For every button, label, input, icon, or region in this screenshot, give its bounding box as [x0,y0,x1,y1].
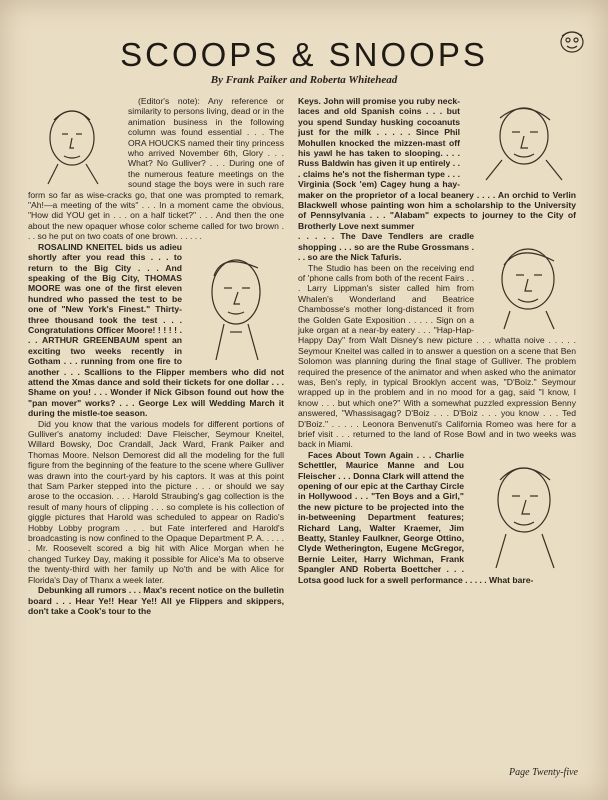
page-title: SCOOPS & SNOOPS [120,36,488,73]
page-number: Page Twenty-five [509,767,578,778]
caricature-sketch-icon [188,242,284,364]
bold-paragraph: Keys. John will promise you ruby neck-laces and old Spanish coins . . . but you spend Sunday husking cocoanuts just for the milk . . . . . Since Phil Mohullen knocked the mizzen-mast off his yawl he has taken to slooping. . . . Russ Baldwin has given it up entirely . . . claims he's not the fisherman type . . . Virginia (Sock 'em) Cagey hung a hay-maker on the proprietor of a local beanery . . . . An orchid to Verlin Blackwell whose painting won him a scholarship to the University of Pennsylvania . . . "Alabam" expects to journey to the City of Brotherly Love next summer [298,96,576,231]
right-column [298,96,576,585]
bold-paragraph: . . . . . The Dave Tendlers are cradle shopping . . . so are the Rube Grossmans . . . so are the Nick Tafuris. [298,231,474,263]
byline: By Frank Paiker and Roberta Whitehead [210,74,398,86]
left-column [28,96,284,616]
caricature-sketch-icon [470,450,576,570]
bold-paragraph: ROSALIND KNEITEL bids us adieu shortly after you read this . . . to return to the Big City . . . And speaking of the Big City, THOMAS MOORE was one of the first eleven hundred who passed the test to be one of "New York's Finest." Thirty-three thousand took the test . . . Congratulations Officer Moore! ! ! ! ! . . . ARTHUR GREENBAUM spent an exciting two weeks recently in Gotham . . . running from one fire to another . . . Scallions to the Flipper members who did not attend the Xmas dance and sold their tickets for one dollar . . . Shame on you! . . . Wonder if Nick Gibson found out how the "pan mover" works? . . . George Lex will Wedding March it during the mistle-toe season. [28,241,284,419]
caricature-sketch-icon [480,231,576,331]
gulliver-paragraph: Did you know that the various models for different portions of Gulliver's anatomy included: Dave Fleischer, Seymour Kneitel, Willard Bowsky, Doc Crandall, Jack Ward, Frank Paiker and Thomas Moore. Nelson Demorest did all the modeling for the full figure from the beginning of the feature to the scene where Gulliver was drawn into the court-yard by his captors. It was at this point that Sam Parker stepped into the picture . . . or should we say arose to the occasion. . . . Harold Straubing's gag collection is the result of many hours of clipping . . . so complete is his collection of giggle pictures that Harold was scheduled to appear on Radio's Hobby Lobby program . . . but Fate interfered and Harold's broadcasting is now confined to the Opaque Department P. A. . . . . . Mr. Roosevelt scored a big hit with Alice Morgan when he changed Turkey Day, making it possible for Alice's Ma to observe the twenty-third with her family up No'th and be with Alice for Florida's Day of Thanx a week later. [28,418,284,585]
studio-paragraph: The Studio has been on the receiving end of 'phone calls from both of the recent Fairs . . . Larry Lippman's sister called him from Whalen's Wonderland and Beatrice Chambosse's mother long-distanced it from the Golden Gate Exposition . . . . . Sign on a juke organ at a near-by eatery . . . "Hap-Hap-Happy Day" from Walt Disney's new picture . . . whatta noive . . . . . Seymour Kneitel was called in to answer a question on a scene that Ben Solomon was planning during the final stage of Gulliver. The problem required the presence of the animator and when asked who the animator was, Ben's reply, in typical Brooklyn accent was, "D'Boiz." Seymour wrapped up in the problem and in no mood for a gag, said "I know, I know . . . but which one?" With a somewhat puzzled expression Benny answered, "Whassisagag? D'Boiz . . . D'Boiz . . . you know . . . Ted D'Boiz." . . . . . Leonora Benvenuti's California Romeo was here for a brief visit . . . returned to the land of Rose Bowl and in two weeks was back in Miami. [298,262,576,450]
bold-paragraph: Faces About Town Again . . . Charlie Schettler, Maurice Manne and Lou Fleischer . . . Donna Clark will attend the opening of our epic at the Carthay Circle in Hollywood . . . "Ten Boys and a Girl," the new picture to be projected into the in-betweening Department features; Richard Lang, Walter Kraemer, Jim Beatty, Stanley Faulkner, George Ottino, Clyde Wetherington, Eugene McGregor, Bernie Leiter, Harry Wichman, Frank Spangler AND Roberta Boettcher . . . Lotsa good luck for a swell performance . . . . . What bare- [298,449,534,585]
caricature-sketch-icon [466,96,576,182]
caricature-sketch-icon [28,98,120,186]
editors-note: (Editor's note): Any reference or similarity to persons living, dead or in the animation business in the following column was found essential . . . The ORA HOUCKS named their tiny princess who arrived November 6th, Glory . . . What? No Gulliver? . . . During one of the numerous feature meetings on the sound stage the boys were in such rare form so far as wise-cracks go, that one was prompted to remark, "Ah!—a meeting of the wits" . . . In a moment came the obvious, "How did YOU get in . . . on a half ticket?" . . . And then the one about the new opaquer whose color scheme called for two brown . . . so he put on two coats of one brown. . . . . . [28,96,284,242]
rumors-paragraph: Debunking all rumors . . . Max's recent notice on the bulletin board . . . Hear Ye!! Hear Ye!! All ye Flippers and skippers, don't take a Cook's tour to the [28,585,284,616]
